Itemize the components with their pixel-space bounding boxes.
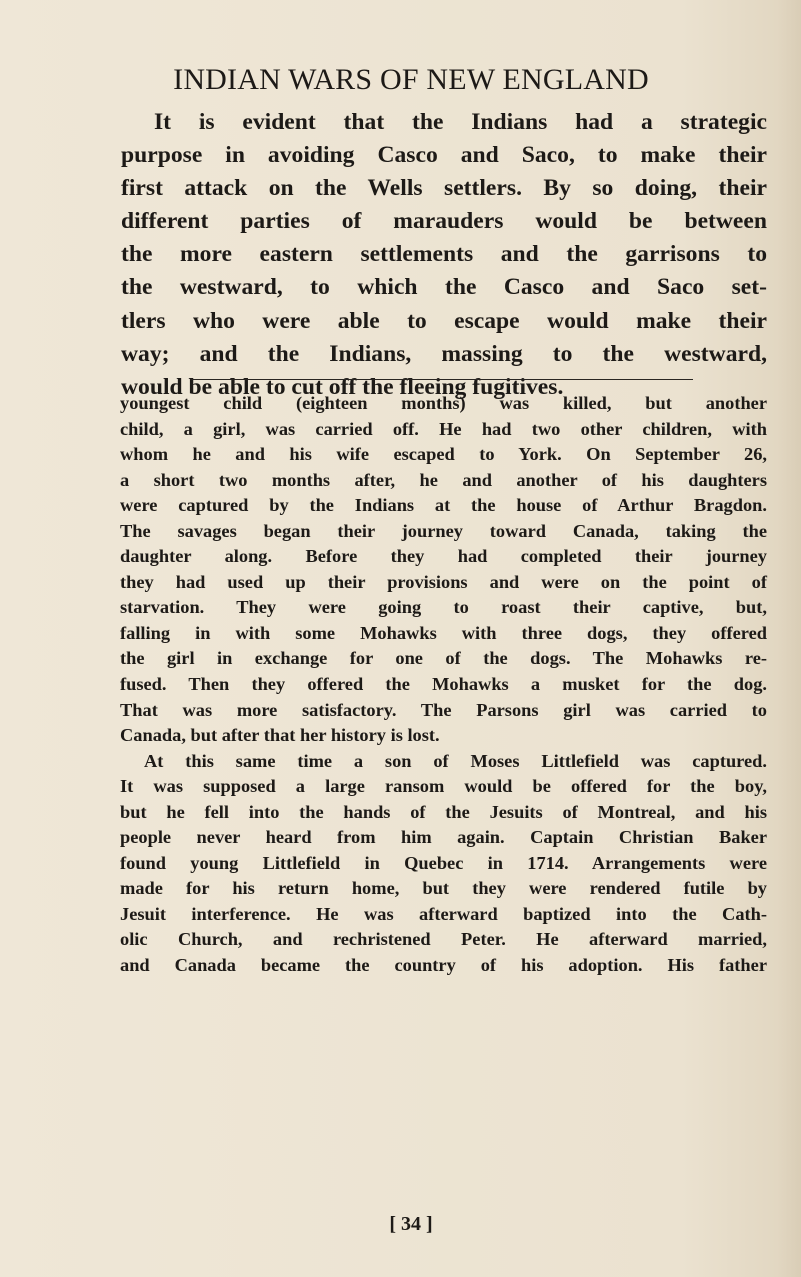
footnote-line: fused. Then they offered the Mohawks a musket for the dog. [120,674,767,695]
main-text-line: purpose in avoiding Casco and Saco, to make their [121,142,767,169]
main-text-line: way; and the Indians, massing to the westward, [121,340,767,367]
footnote-line: found young Littlefield in Quebec in 1714. Arrangements were [120,852,767,873]
footnote-line: child, a girl, was carried off. He had two other children, with [120,418,767,439]
footnote-line: the girl in exchange for one of the dogs. The Mohawks re- [120,648,767,669]
footnote-line: The savages began their journey toward Canada, taking the [120,520,767,541]
footnote-line: It was supposed a large ransom would be offered for the boy, [120,776,767,797]
footnote-line: people never heard from him again. Captain Christian Baker [120,827,767,848]
main-text-line: different parties of marauders would be between [121,208,767,235]
footnote-line: starvation. They were going to roast their captive, but, [120,597,767,618]
page-number: [ 34 ] [389,1213,433,1235]
footnote-line: Jesuit interference. He was afterward baptized into the Cath- [120,903,767,924]
footnote-line: Canada, but after that her history is lost. [120,725,440,746]
footnote-line: falling in with some Mohawks with three dogs, they offered [120,622,767,643]
main-text-line: the more eastern settlements and the garrisons to [121,241,767,268]
main-text-line: tlers who were able to escape would make their [121,307,767,334]
footnote-line: a short two months after, he and another of his daughters [120,469,767,490]
footnote-line: they had used up their provisions and were on the point of [120,571,767,592]
main-text-line: the westward, to which the Casco and Saco set- [121,274,767,301]
main-paragraph [121,106,767,404]
footnote-line: That was more satisfactory. The Parsons girl was carried to [120,699,767,720]
footnote-line: whom he and his wife escaped to York. On September 26, [120,444,767,465]
footnote-line: youngest child (eighteen months) was killed, but another [120,393,767,413]
footnote-line: but he fell into the hands of the Jesuits of Montreal, and his [120,801,767,822]
footnote [120,391,767,979]
footnote-line: and Canada became the country of his adoption. His father [120,955,767,976]
footnote-line: At this same time a son of Moses Littlefield was captured. [144,750,767,771]
footnote-divider [190,379,693,380]
footnote-line: olic Church, and rechristened Peter. He afterward married, [120,929,767,950]
footnote-line: were captured by the Indians at the house of Arthur Bragdon. [120,495,767,516]
running-head: INDIAN WARS OF NEW ENGLAND [173,63,649,96]
main-text-line: It is evident that the Indians had a strategic [154,109,767,135]
footnote-line: made for his return home, but they were rendered futile by [120,878,767,899]
main-text-line: first attack on the Wells settlers. By so doing, their [121,175,767,202]
footnote-line: daughter along. Before they had completed their journey [120,546,767,567]
main-text-line: would be able to cut off the fleeing fugitives. [121,373,564,400]
